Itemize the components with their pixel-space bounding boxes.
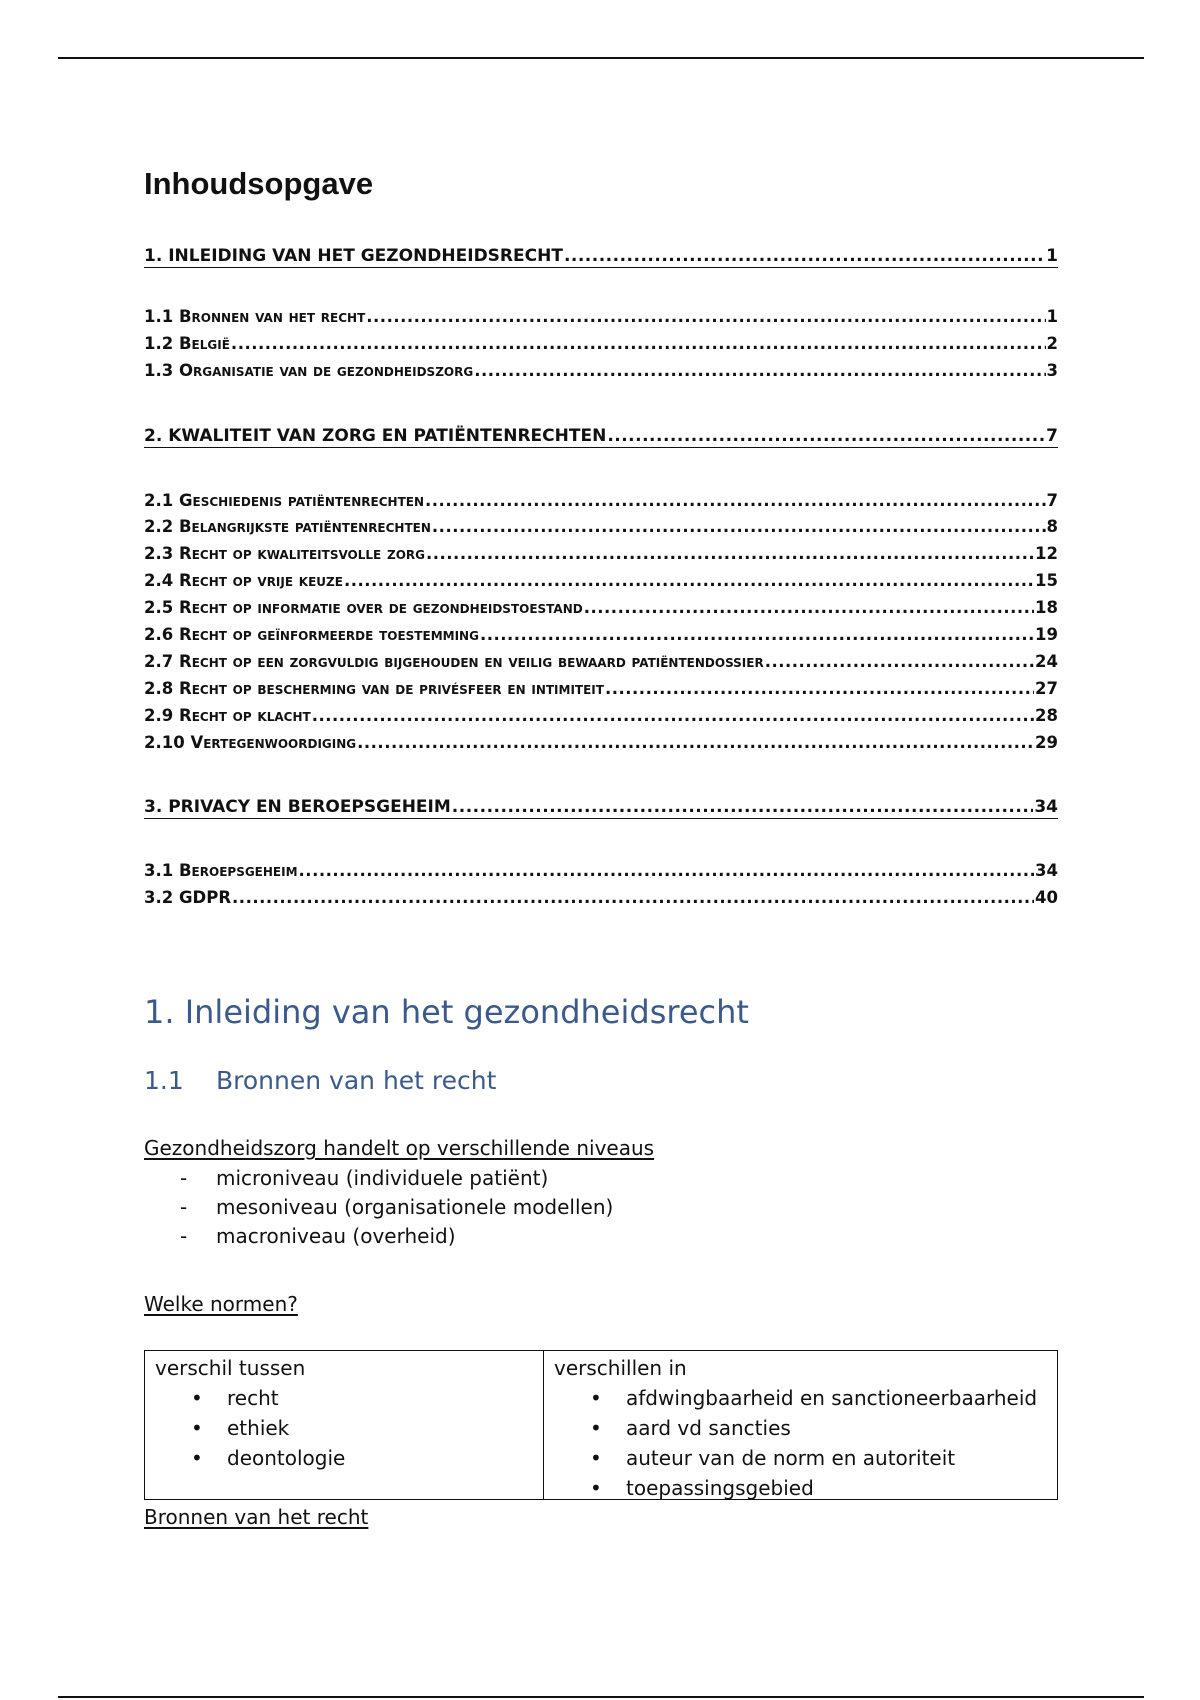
toc-entry-label: Recht op een zorgvuldig bijgehouden en veilig bewaard patiëntendossier: [178, 652, 764, 671]
toc-entry-2-9[interactable]: [144, 706, 1058, 725]
footer-rule: [58, 1696, 1144, 1698]
bullet-icon: •: [590, 1446, 602, 1470]
toc-leader-dots: [432, 517, 1046, 536]
list-item: • aard vd sancties: [590, 1413, 1047, 1443]
toc-entry-label: Bronnen van het recht: [178, 307, 366, 326]
toc-entry-label: GDPR: [178, 888, 232, 907]
toc-entry-page: 8: [1046, 517, 1058, 536]
list-item: - mesoniveau (organisationele modellen): [180, 1195, 614, 1219]
dash-bullet-icon: -: [180, 1224, 188, 1248]
toc-entry-label: 1. INLEIDING VAN HET GEZONDHEIDSRECHT: [144, 246, 563, 266]
toc-entry-number: 2.6: [144, 625, 174, 644]
toc-leader-dots: [344, 571, 1034, 590]
toc-entry-page: 12: [1035, 544, 1058, 563]
toc-entry-2-7[interactable]: [144, 652, 1058, 671]
toc-leader-dots: [299, 861, 1035, 880]
toc-entry-label: Recht op informatie over de gezondheidstoestand: [178, 598, 583, 617]
toc-leader-dots: [232, 888, 1034, 907]
section-heading: [144, 1066, 496, 1095]
toc-leader-dots: [584, 598, 1034, 617]
toc-entry-2-8[interactable]: [144, 679, 1058, 698]
toc-leader-dots: [564, 246, 1045, 266]
toc-entry-label: Geschiedenis patiëntenrechten: [178, 491, 425, 510]
toc-entry-number: 2.9: [144, 706, 174, 725]
normen-table: [144, 1350, 1058, 1500]
toc-entry-number: 2.5: [144, 598, 174, 617]
toc-entry-label: Vertegenwoordiging: [190, 733, 357, 752]
bullet-list: [554, 1383, 1047, 1503]
toc-leader-dots: [366, 307, 1045, 326]
toc-entry-label: Recht op vrije keuze: [178, 571, 343, 590]
toc-entry-chapter-2[interactable]: [144, 426, 1058, 448]
table-cell-right: [544, 1351, 1057, 1499]
toc-entry-page: 15: [1035, 571, 1058, 590]
list-item: • recht: [191, 1383, 533, 1413]
toc-entry-label: Organisatie van de gezondheidszorg: [178, 361, 474, 380]
toc-entry-label: Recht op bescherming van de privésfeer en intimiteit: [178, 679, 604, 698]
toc-leader-dots: [607, 426, 1045, 446]
niveaus-list: [180, 1166, 613, 1253]
toc-entry-page: 1: [1046, 246, 1058, 266]
toc-leader-dots: [231, 334, 1046, 353]
toc-entry-2-2[interactable]: [144, 517, 1058, 536]
toc-entry-page: 3: [1046, 361, 1058, 380]
toc-entry-number: 3.1: [144, 861, 174, 880]
toc-leader-dots: [605, 679, 1034, 698]
toc-entry-number: 2.4: [144, 571, 174, 590]
toc-entry-page: 19: [1035, 625, 1058, 644]
toc-entry-chapter-1[interactable]: [144, 246, 1058, 268]
toc-entry-1-2[interactable]: [144, 334, 1058, 353]
toc-entry-label: Recht op geïnformeerde toestemming: [178, 625, 479, 644]
toc-leader-dots: [474, 361, 1045, 380]
bullet-icon: •: [590, 1386, 602, 1410]
toc-entry-page: 7: [1046, 491, 1058, 510]
toc-entry-number: 2.8: [144, 679, 174, 698]
toc-leader-dots: [312, 706, 1034, 725]
list-item: - macroniveau (overheid): [180, 1224, 456, 1248]
toc-entry-number: 2.2: [144, 517, 174, 536]
toc-entry-label: Recht op kwaliteitsvolle zorg: [178, 544, 425, 563]
toc-entry-chapter-3[interactable]: [144, 797, 1058, 819]
toc-entry-page: 40: [1035, 888, 1058, 907]
toc-leader-dots: [452, 797, 1034, 817]
list-item: • afdwingbaarheid en sanctioneerbaarheid: [590, 1383, 1047, 1413]
toc-entry-label: 3. PRIVACY EN BEROEPSGEHEIM: [144, 797, 451, 817]
table-cell-heading: verschillen in: [554, 1356, 687, 1380]
toc-entry-2-4[interactable]: [144, 571, 1058, 590]
toc-entry-page: 27: [1035, 679, 1058, 698]
toc-entry-number: 2.1: [144, 491, 174, 510]
toc-entry-2-5[interactable]: [144, 598, 1058, 617]
toc-title: Inhoudsopgave: [144, 166, 374, 201]
toc-leader-dots: [426, 544, 1034, 563]
toc-entry-number: 1.3: [144, 361, 174, 380]
list-item: • ethiek: [191, 1413, 533, 1443]
toc-entry-2-3[interactable]: [144, 544, 1058, 563]
toc-leader-dots: [357, 733, 1034, 752]
toc-entry-3-2[interactable]: [144, 888, 1058, 907]
toc-entry-number: 3.2: [144, 888, 174, 907]
toc-entry-1-1[interactable]: [144, 307, 1058, 326]
toc-entry-page: 1: [1046, 307, 1058, 326]
toc-entry-page: 2: [1046, 334, 1058, 353]
list-item: • toepassingsgebied: [590, 1473, 1047, 1503]
niveaus-intro: Gezondheidszorg handelt op verschillende niveaus: [144, 1136, 655, 1160]
toc-entry-number: 1.1: [144, 307, 174, 326]
dash-bullet-icon: -: [180, 1195, 188, 1219]
bullet-icon: •: [191, 1446, 203, 1470]
toc-entry-page: 28: [1035, 706, 1058, 725]
toc-entry-page: 29: [1035, 733, 1058, 752]
toc-entry-1-3[interactable]: [144, 361, 1058, 380]
toc-entry-page: 34: [1034, 797, 1058, 817]
toc-entry-page: 24: [1035, 652, 1058, 671]
toc-entry-page: 7: [1046, 426, 1058, 446]
toc-entry-2-1[interactable]: [144, 491, 1058, 510]
bullet-icon: •: [191, 1416, 203, 1440]
bronnen-label: Bronnen van het recht: [144, 1505, 369, 1529]
header-rule: [58, 57, 1144, 59]
section-title: Bronnen van het recht: [216, 1066, 497, 1095]
list-item: • auteur van de norm en autoriteit: [590, 1443, 1047, 1473]
normen-question: Welke normen?: [144, 1292, 298, 1316]
toc-entry-label: Beroepsgeheim: [178, 861, 298, 880]
toc-entry-label: Belangrijkste patiëntenrechten: [178, 517, 431, 536]
list-item: • deontologie: [191, 1443, 533, 1473]
bullet-list: [155, 1383, 533, 1473]
toc-entry-label: 2. KWALITEIT VAN ZORG EN PATIËNTENRECHTEN: [144, 426, 607, 446]
toc-entry-2-10[interactable]: [144, 733, 1058, 752]
toc-entry-number: 2.3: [144, 544, 174, 563]
section-number: 1.1: [144, 1066, 184, 1095]
toc-leader-dots: [765, 652, 1034, 671]
toc-entry-page: 18: [1035, 598, 1058, 617]
bullet-icon: •: [590, 1416, 602, 1440]
bullet-icon: •: [191, 1386, 203, 1410]
table-cell-heading: verschil tussen: [155, 1356, 306, 1380]
chapter-heading: 1. Inleiding van het gezondheidsrecht: [144, 993, 749, 1031]
toc-entry-2-6[interactable]: [144, 625, 1058, 644]
bullet-icon: •: [590, 1476, 602, 1500]
toc-entry-number: 2.7: [144, 652, 174, 671]
toc-entry-number: 2.10: [144, 733, 185, 752]
toc-leader-dots: [480, 625, 1034, 644]
table-cell-left: [145, 1351, 544, 1499]
toc-entry-page: 34: [1035, 861, 1058, 880]
dash-bullet-icon: -: [180, 1166, 188, 1190]
list-item: - microniveau (individuele patiënt): [180, 1166, 549, 1190]
toc-entry-label: Recht op klacht: [178, 706, 311, 725]
toc-leader-dots: [425, 491, 1046, 510]
toc-entry-label: België: [178, 334, 230, 353]
toc-entry-3-1[interactable]: [144, 861, 1058, 880]
toc-entry-number: 1.2: [144, 334, 174, 353]
